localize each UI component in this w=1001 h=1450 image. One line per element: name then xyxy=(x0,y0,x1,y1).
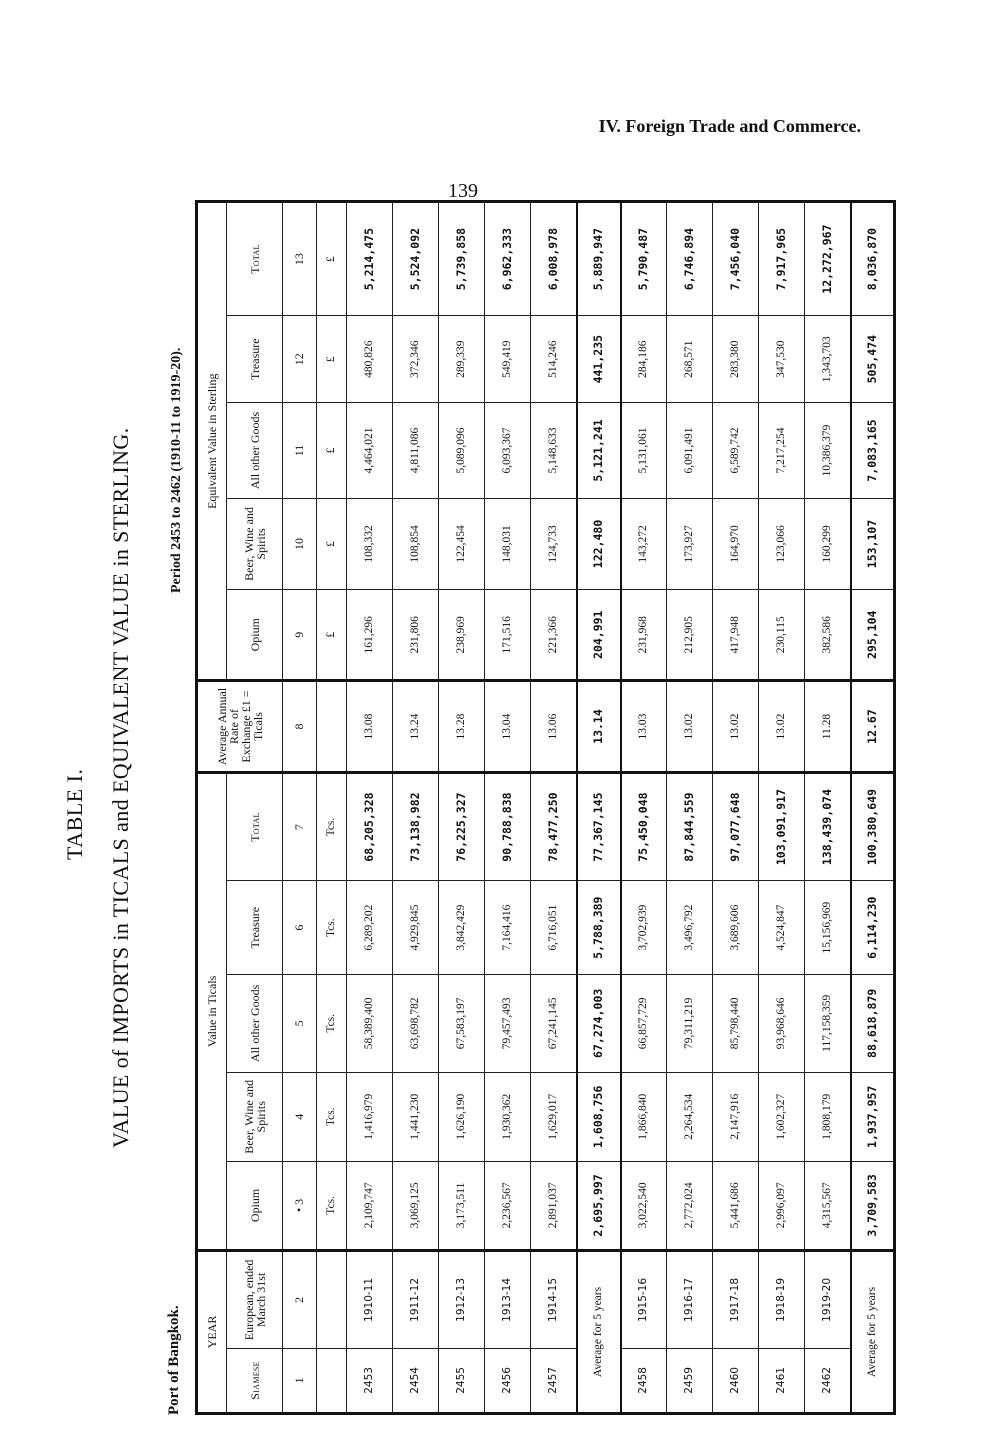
table-cell: 87,844,559 xyxy=(667,772,713,881)
col-header-opium: Opium xyxy=(227,1161,283,1250)
table-cell: 284,186 xyxy=(621,316,667,403)
table-cell: 1917-18 xyxy=(713,1250,759,1348)
table-cell: 2,109,747 xyxy=(347,1161,393,1250)
col-number: 6 xyxy=(283,881,317,974)
table-cell: 7,164,416 xyxy=(485,881,531,974)
table-cell: 117,158,359 xyxy=(805,974,851,1072)
table-cell: 289,339 xyxy=(439,316,485,403)
port-label: Port of Bangkok. xyxy=(166,1305,182,1415)
table-cell: 6,962,333 xyxy=(485,202,531,316)
table-cell: 100,380,649 xyxy=(851,772,895,881)
imports-table xyxy=(195,200,879,1415)
table-cell: 2460 xyxy=(713,1348,759,1413)
table-cell: 1,602,327 xyxy=(759,1072,805,1161)
table-cell: 4,524,847 xyxy=(759,881,805,974)
table-cell: 204,991 xyxy=(577,590,621,681)
table-cell: 1,626,190 xyxy=(439,1072,485,1161)
table-cell: 67,241,145 xyxy=(531,974,577,1072)
table-cell: 7,917,965 xyxy=(759,202,805,316)
col-number: 8 xyxy=(283,681,317,772)
unit-label: Tcs. xyxy=(317,772,347,881)
table-cell: 1,629,017 xyxy=(531,1072,577,1161)
table-cell: 1910-11 xyxy=(347,1250,393,1348)
year-group-header: YEAR xyxy=(197,1250,227,1413)
table-cell: 73,138,982 xyxy=(393,772,439,881)
table-cell: 79,457,493 xyxy=(485,974,531,1072)
table-cell: 1,608,756 xyxy=(577,1072,621,1161)
average-label: Average for 5 years xyxy=(851,1250,895,1413)
table-cell: 13.03 xyxy=(621,681,667,772)
unit-label: £ xyxy=(317,316,347,403)
table-row xyxy=(485,202,531,1414)
unit-label xyxy=(317,681,347,772)
col-number: 10 xyxy=(283,498,317,589)
average-row xyxy=(851,202,895,1414)
table-cell: 124,733 xyxy=(531,498,577,589)
table-cell: 5,121,241 xyxy=(577,403,621,499)
unit-label: Tcs. xyxy=(317,881,347,974)
table-cell: 3,709,583 xyxy=(851,1161,895,1250)
table-cell: 103,091,917 xyxy=(759,772,805,881)
table-row xyxy=(531,202,577,1414)
table-cell: 1913-14 xyxy=(485,1250,531,1348)
table-cell: 5,148,633 xyxy=(531,403,577,499)
table-cell: 160,299 xyxy=(805,498,851,589)
col-number: 5 xyxy=(283,974,317,1072)
table-cell: 12,272,967 xyxy=(805,202,851,316)
table-cell: 97,077,648 xyxy=(713,772,759,881)
table-cell: 212,905 xyxy=(667,590,713,681)
rate-header: Average Annual Rate of Exchange £1 = Ticals xyxy=(197,681,283,772)
table-cell: 1,343,703 xyxy=(805,316,851,403)
table-cell: 347,530 xyxy=(759,316,805,403)
table-cell: 108,854 xyxy=(393,498,439,589)
table-cell: 58,389,400 xyxy=(347,974,393,1072)
table-cell: 372,346 xyxy=(393,316,439,403)
table-cell: 382,586 xyxy=(805,590,851,681)
period-label: Period 2453 to 2462 (1910-11 to 1919-20). xyxy=(169,347,184,593)
table-cell: 10,386,379 xyxy=(805,403,851,499)
col-header-treasure-sterling: Treasure xyxy=(227,316,283,403)
unit-label xyxy=(317,1348,347,1413)
table-cell: 13.02 xyxy=(667,681,713,772)
table-cell: 108,332 xyxy=(347,498,393,589)
table-cell: 13.02 xyxy=(713,681,759,772)
table-cell: 505,474 xyxy=(851,316,895,403)
table-cell: 6,589,742 xyxy=(713,403,759,499)
table-cell: 3,069,125 xyxy=(393,1161,439,1250)
table-cell: 153,107 xyxy=(851,498,895,589)
col-header-siamese: Siamese xyxy=(227,1348,283,1413)
table-cell: 2,695,997 xyxy=(577,1161,621,1250)
table-row xyxy=(347,202,393,1414)
table-cell: 3,173,511 xyxy=(439,1161,485,1250)
table-cell: 13.28 xyxy=(439,681,485,772)
table-row xyxy=(393,202,439,1414)
table-cell: 12.67 xyxy=(851,681,895,772)
sterling-group-header: Equivalent Value in Sterling xyxy=(197,202,227,681)
table-cell: 67,583,197 xyxy=(439,974,485,1072)
table-cell: 2457 xyxy=(531,1348,577,1413)
col-number: 4 xyxy=(283,1072,317,1161)
table-cell: 221,366 xyxy=(531,590,577,681)
col-number: 12 xyxy=(283,316,317,403)
table-cell: 68,205,328 xyxy=(347,772,393,881)
ticals-group-header: Value in Ticals xyxy=(197,772,227,1250)
table-cell: 79,311,219 xyxy=(667,974,713,1072)
unit-label: £ xyxy=(317,202,347,316)
table-cell: 1911-12 xyxy=(393,1250,439,1348)
table-cell: 2459 xyxy=(667,1348,713,1413)
unit-label: £ xyxy=(317,498,347,589)
unit-label xyxy=(317,1250,347,1348)
units-row xyxy=(317,202,347,1414)
table-cell: 77,367,145 xyxy=(577,772,621,881)
col-number: 11 xyxy=(283,403,317,499)
table-cell: 63,698,782 xyxy=(393,974,439,1072)
col-header-total: Total xyxy=(227,772,283,881)
table-cell: 8,036,870 xyxy=(851,202,895,316)
table-cell: 2,236,567 xyxy=(485,1161,531,1250)
table-row xyxy=(759,202,805,1414)
average-label: Average for 5 years xyxy=(577,1250,621,1413)
table-cell: 6,716,051 xyxy=(531,881,577,974)
unit-label: £ xyxy=(317,403,347,499)
table-row xyxy=(667,202,713,1414)
table-cell: 7,083,165 xyxy=(851,403,895,499)
table-cell: 2456 xyxy=(485,1348,531,1413)
col-header-european: European, ended March 31st xyxy=(227,1250,283,1348)
table-cell: 3,496,792 xyxy=(667,881,713,974)
table-cell: 5,441,686 xyxy=(713,1161,759,1250)
table-cell: 480,826 xyxy=(347,316,393,403)
table-cell: 1,808,179 xyxy=(805,1072,851,1161)
table-cell: 88,618,879 xyxy=(851,974,895,1072)
table-cell: 231,968 xyxy=(621,590,667,681)
table-cell: 2,264,534 xyxy=(667,1072,713,1161)
table-cell: 138,439,074 xyxy=(805,772,851,881)
table-cell: 3,022,540 xyxy=(621,1161,667,1250)
table-cell: 5,214,475 xyxy=(347,202,393,316)
unit-label: Tcs. xyxy=(317,974,347,1072)
table-row xyxy=(713,202,759,1414)
col-number: 2 xyxy=(283,1250,317,1348)
table-cell: 3,689,606 xyxy=(713,881,759,974)
table-cell: 173,927 xyxy=(667,498,713,589)
table-cell: 514,246 xyxy=(531,316,577,403)
col-header-opium-sterling: Opium xyxy=(227,590,283,681)
table-cell: 2462 xyxy=(805,1348,851,1413)
table-cell: 1916-17 xyxy=(667,1250,713,1348)
table-cell: 268,571 xyxy=(667,316,713,403)
col-number: 7 xyxy=(283,772,317,881)
table-cell: 4,464,021 xyxy=(347,403,393,499)
col-header-treasure: Treasure xyxy=(227,881,283,974)
table-cell: 2,996,097 xyxy=(759,1161,805,1250)
average-row xyxy=(577,202,621,1414)
table-cell: 78,477,250 xyxy=(531,772,577,881)
table-cell: 67,274,003 xyxy=(577,974,621,1072)
table-cell: 4,811,086 xyxy=(393,403,439,499)
table-cell: 122,454 xyxy=(439,498,485,589)
table-title: VALUE of IMPORTS in TICALS and EQUIVALENT VALUE in STERLING. xyxy=(108,427,133,1148)
table-cell: 1,866,840 xyxy=(621,1072,667,1161)
col-number: • 3 xyxy=(283,1161,317,1250)
table-cell: 417,948 xyxy=(713,590,759,681)
table-cell: 6,008,978 xyxy=(531,202,577,316)
table-cell: 161,296 xyxy=(347,590,393,681)
table-cell: 5,131,061 xyxy=(621,403,667,499)
table-cell: 5,788,389 xyxy=(577,881,621,974)
table-cell: 441,235 xyxy=(577,316,621,403)
table-cell: 85,798,440 xyxy=(713,974,759,1072)
table-row xyxy=(805,202,851,1414)
table-cell: 164,970 xyxy=(713,498,759,589)
table-cell: 1919-20 xyxy=(805,1250,851,1348)
col-header-other-goods-sterling: All other Goods xyxy=(227,403,283,499)
table-cell: 238,969 xyxy=(439,590,485,681)
table-cell: 143,272 xyxy=(621,498,667,589)
table-cell: 90,788,838 xyxy=(485,772,531,881)
table-cell: 13.08 xyxy=(347,681,393,772)
table-row xyxy=(621,202,667,1414)
table-cell: 6,746,894 xyxy=(667,202,713,316)
table-cell: 6,114,230 xyxy=(851,881,895,974)
table-cell: 7,217,254 xyxy=(759,403,805,499)
table-cell: 148,031 xyxy=(485,498,531,589)
table-cell: 230,115 xyxy=(759,590,805,681)
table-cell: 6,093,367 xyxy=(485,403,531,499)
table-cell: 4,315,567 xyxy=(805,1161,851,1250)
table-number: TABLE I. xyxy=(62,768,87,860)
table-cell: 231,806 xyxy=(393,590,439,681)
table-cell: 15,156,969 xyxy=(805,881,851,974)
unit-label: £ xyxy=(317,590,347,681)
table-cell: 1915-16 xyxy=(621,1250,667,1348)
table-cell: 13.14 xyxy=(577,681,621,772)
page-number: 139 xyxy=(448,180,478,202)
section-heading: IV. Foreign Trade and Commerce. xyxy=(598,116,861,136)
table-cell: 295,104 xyxy=(851,590,895,681)
table-cell: 3,702,939 xyxy=(621,881,667,974)
table-cell: 75,450,048 xyxy=(621,772,667,881)
col-header-other-goods: All other Goods xyxy=(227,974,283,1072)
table-row xyxy=(439,202,485,1414)
table-cell: 1,441,230 xyxy=(393,1072,439,1161)
table-cell: 13.06 xyxy=(531,681,577,772)
table-cell: 4,929,845 xyxy=(393,881,439,974)
table-cell: 2458 xyxy=(621,1348,667,1413)
col-number: 9 xyxy=(283,590,317,681)
table-cell: 13.02 xyxy=(759,681,805,772)
table-cell: 5,089,096 xyxy=(439,403,485,499)
table-cell: 76,225,327 xyxy=(439,772,485,881)
col-header-total-sterling: Total xyxy=(227,202,283,316)
table-cell: 171,516 xyxy=(485,590,531,681)
table-cell: 2461 xyxy=(759,1348,805,1413)
table-cell: 7,456,040 xyxy=(713,202,759,316)
table-cell: 13.24 xyxy=(393,681,439,772)
table-cell: 1,416,979 xyxy=(347,1072,393,1161)
table-cell: 2453 xyxy=(347,1348,393,1413)
table-cell: 2454 xyxy=(393,1348,439,1413)
table-cell: 283,380 xyxy=(713,316,759,403)
col-header-beer: Beer, Wine and Spirits xyxy=(227,1072,283,1161)
table-cell: 13.04 xyxy=(485,681,531,772)
table-cell: 5,739,858 xyxy=(439,202,485,316)
unit-label: Tcs. xyxy=(317,1161,347,1250)
table-cell: 11.28 xyxy=(805,681,851,772)
col-number: 13 xyxy=(283,202,317,316)
table-cell: 122,480 xyxy=(577,498,621,589)
table-cell: 2,772,024 xyxy=(667,1161,713,1250)
table-cell: 2455 xyxy=(439,1348,485,1413)
table-cell: 123,066 xyxy=(759,498,805,589)
table-cell: 1,930,362 xyxy=(485,1072,531,1161)
table-cell: 6,091,491 xyxy=(667,403,713,499)
table-cell: 1918-19 xyxy=(759,1250,805,1348)
table-cell: 3,842,429 xyxy=(439,881,485,974)
table-cell: 66,857,729 xyxy=(621,974,667,1072)
table-cell: 5,889,947 xyxy=(577,202,621,316)
table-cell: 1,937,957 xyxy=(851,1072,895,1161)
table-cell: 2,891,037 xyxy=(531,1161,577,1250)
table-cell: 2,147,916 xyxy=(713,1072,759,1161)
table-cell: 1914-15 xyxy=(531,1250,577,1348)
table-cell: 93,968,646 xyxy=(759,974,805,1072)
table-cell: 6,289,202 xyxy=(347,881,393,974)
table-cell: 5,524,092 xyxy=(393,202,439,316)
table-cell: 5,790,487 xyxy=(621,202,667,316)
table-cell: 1912-13 xyxy=(439,1250,485,1348)
table-cell: 549,419 xyxy=(485,316,531,403)
col-header-beer-sterling: Beer, Wine and Spirits xyxy=(227,498,283,589)
unit-label: Tcs. xyxy=(317,1072,347,1161)
col-number: 1 xyxy=(283,1348,317,1413)
